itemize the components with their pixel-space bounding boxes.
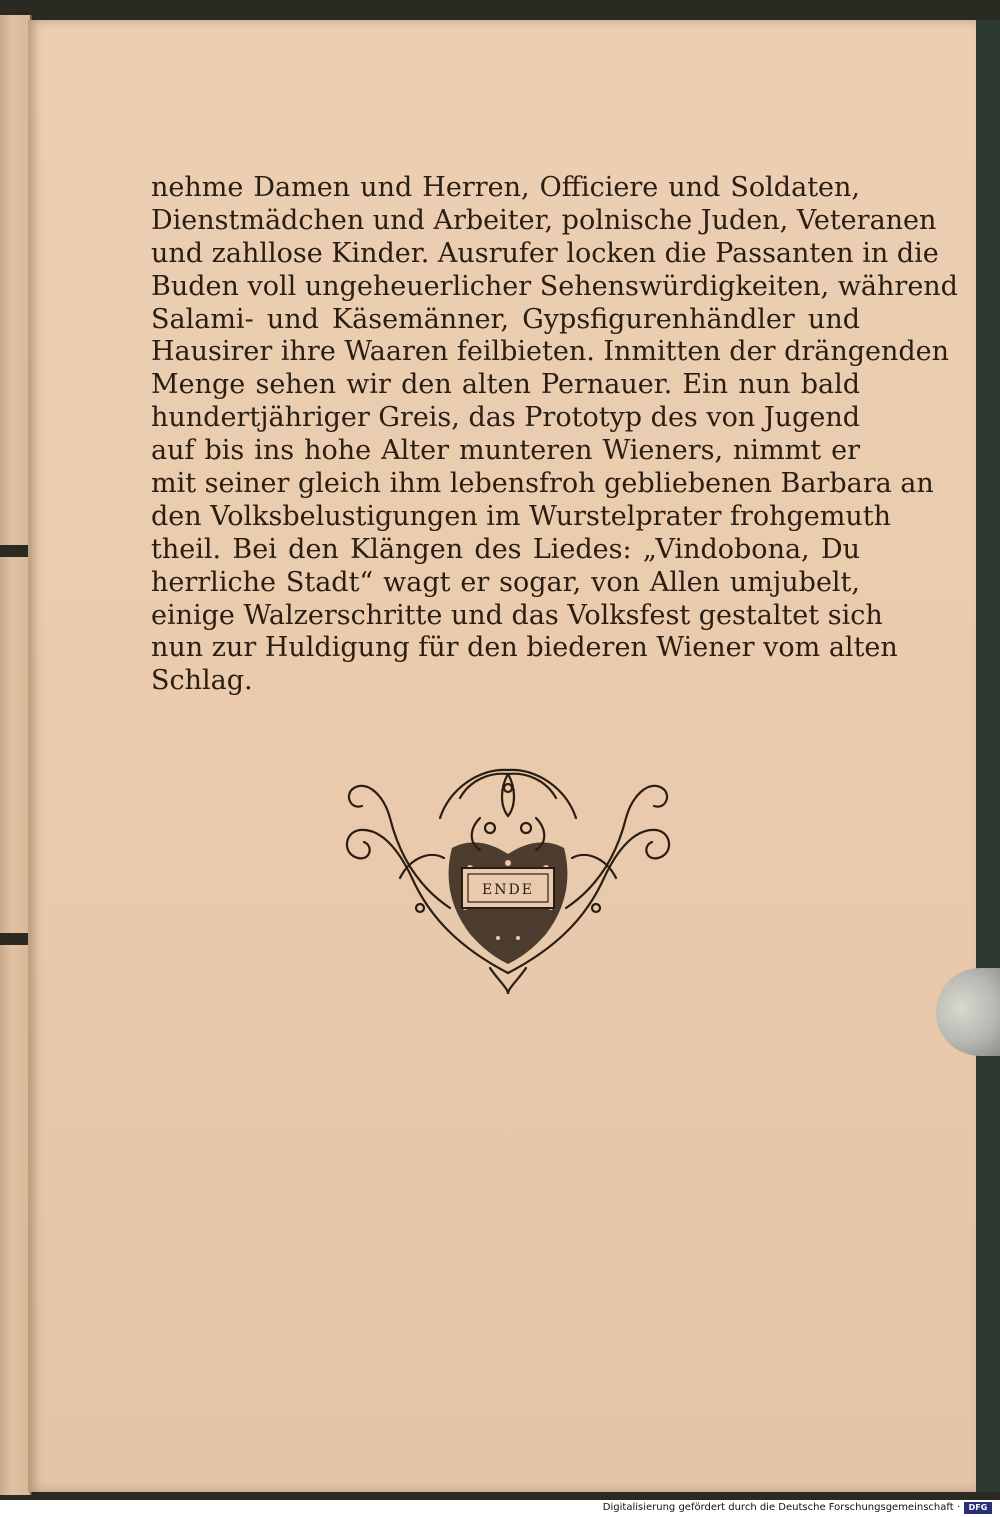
dfg-logo: DFG <box>964 1502 992 1514</box>
ende-ornament <box>340 758 676 998</box>
text-line: Menge sehen wir den alten Pernauer. Ein nun bald <box>151 369 860 401</box>
text-line: Buden voll ungeheuerlicher Sehenswürdigkeiten, während <box>151 270 958 302</box>
text-line: und zahllose Kinder. Ausrufer locken die Passanten in die <box>151 237 939 269</box>
text-line: Salami- und Käsemänner, Gypsfigurenhändler und <box>151 303 860 335</box>
body-text <box>151 172 958 698</box>
footer-credit: Digitalisierung gefördert durch die Deutsche Forschungsgemeinschaft · <box>602 1502 960 1513</box>
ende-label: ENDE <box>482 882 534 898</box>
text-line: auf bis ins hohe Alter munteren Wieners, nimmt er <box>151 435 860 467</box>
binding-edge <box>976 20 1000 1492</box>
text-line: Dienstmädchen und Arbeiter, polnische Juden, Veteranen <box>151 204 937 236</box>
page-edge-gap <box>0 545 30 557</box>
text-line: nehme Damen und Herren, Officiere und Soldaten, <box>151 172 860 203</box>
text-line: den Volksbelustigungen im Wurstelprater frohgemuth <box>151 500 892 532</box>
text-line: hundertjähriger Greis, das Prototyp des von Jugend <box>151 402 861 434</box>
text-line: theil. Bei den Klängen des Liedes: „Vindobona, Du <box>151 533 860 565</box>
text-line: einige Walzerschritte und das Volksfest gestaltet sich <box>151 599 883 631</box>
text-line: herrliche Stadt“ wagt er sogar, von Allen umjubelt, <box>151 566 860 598</box>
text-line: Schlag. <box>151 665 253 697</box>
text-line: mit seiner gleich ihm lebensfroh gebliebenen Barbara an <box>151 468 934 500</box>
text-line: nun zur Huldigung für den biederen Wiener vom alten <box>151 632 898 664</box>
text-line: Hausirer ihre Waaren feilbieten. Inmitten der drängenden <box>151 336 950 368</box>
page-edge-gap <box>0 933 30 945</box>
